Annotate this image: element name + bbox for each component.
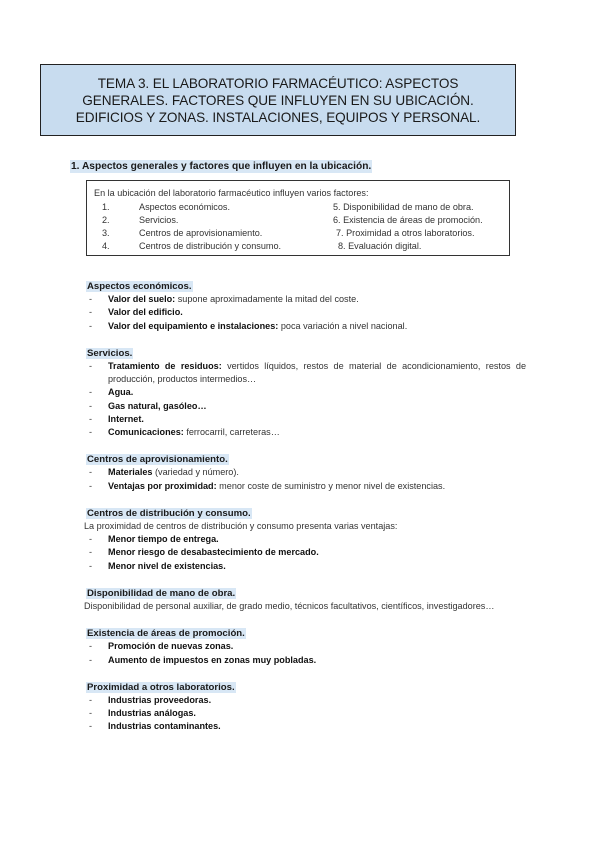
heading-aprovisionamiento: Centros de aprovisionamiento. <box>87 454 228 466</box>
factor-row: 4. Centros de distribución y consumo. 8. Evaluación digital. <box>102 241 422 251</box>
manoobra-text: Disponibilidad de personal auxiliar, de grado medio, técnicos facultativos, científicos, investigadores… <box>84 601 495 612</box>
heading-promocion: Existencia de áreas de promoción. <box>87 628 245 640</box>
list-item: - Menor tiempo de entrega. <box>86 533 526 546</box>
heading-servicios: Servicios. <box>87 347 133 359</box>
title-box <box>40 64 516 136</box>
list-promocion <box>86 640 526 666</box>
factors-intro: En la ubicación del laboratorio farmacéutico influyen varios factores: <box>94 188 369 198</box>
heading-distribucion: Centros de distribución y consumo. <box>87 507 251 519</box>
factor-row: 2. Servicios. 6. Existencia de áreas de promoción. <box>102 215 483 225</box>
list-item: - Industrias contaminantes. <box>86 720 526 733</box>
list-proximidad <box>86 694 526 734</box>
list-distribucion <box>86 533 526 573</box>
list-item: - Menor riesgo de desabastecimiento de mercado. <box>86 546 526 559</box>
content <box>86 280 526 734</box>
section-heading: 1. Aspectos generales y factores que influyen en la ubicación. <box>71 161 372 172</box>
factor-row: 3. Centros de aprovisionamiento. 7. Proximidad a otros laboratorios. <box>102 228 475 238</box>
factors-box <box>86 180 510 256</box>
document-title: TEMA 3. EL LABORATORIO FARMACÉUTICO: ASPECTOS GENERALES. FACTORES QUE INFLUYEN EN SU UBICACIÓN. EDIFICIOS Y ZONAS. INSTALACIONES, EQUIPOS Y PERSONAL. <box>75 75 481 125</box>
list-item: - Valor del suelo: supone aproximadamente la mitad del coste. <box>86 293 526 306</box>
list-item: - Valor del equipamiento e instalaciones: poca variación a nivel nacional. <box>86 320 526 333</box>
heading-manoobra: Disponibilidad de mano de obra. <box>87 587 236 599</box>
list-item: - Materiales (variedad y número). <box>86 466 526 479</box>
list-item: - Internet. <box>86 413 526 426</box>
list-item: - Gas natural, gasóleo… <box>86 400 526 413</box>
list-economicos <box>86 293 526 333</box>
factor-row: 1. Aspectos económicos. 5. Disponibilidad de mano de obra. <box>102 202 474 212</box>
list-item: - Promoción de nuevas zonas. <box>86 640 526 653</box>
list-aprovisionamiento <box>86 466 526 492</box>
list-item: - Tratamiento de residuos: vertidos líquidos, restos de material de acondicionamiento, restos de producción, productos intermedios… <box>86 360 526 386</box>
list-item: - Valor del edificio. <box>86 306 526 319</box>
list-item: - Agua. <box>86 386 526 399</box>
distribucion-intro: La proximidad de centros de distribución y consumo presenta varias ventajas: <box>84 521 398 532</box>
heading-economicos: Aspectos económicos. <box>87 281 192 292</box>
list-item: - Ventajas por proximidad: menor coste de suministro y menor nivel de existencias. <box>86 480 526 493</box>
heading-proximidad: Proximidad a otros laboratorios. <box>87 681 235 693</box>
list-servicios <box>86 360 526 439</box>
list-item: - Industrias proveedoras. <box>86 694 526 707</box>
list-item: - Industrias análogas. <box>86 707 526 720</box>
list-item: - Menor nivel de existencias. <box>86 560 526 573</box>
list-item: - Comunicaciones: ferrocarril, carreteras… <box>86 426 526 439</box>
list-item: - Aumento de impuestos en zonas muy pobladas. <box>86 654 526 667</box>
